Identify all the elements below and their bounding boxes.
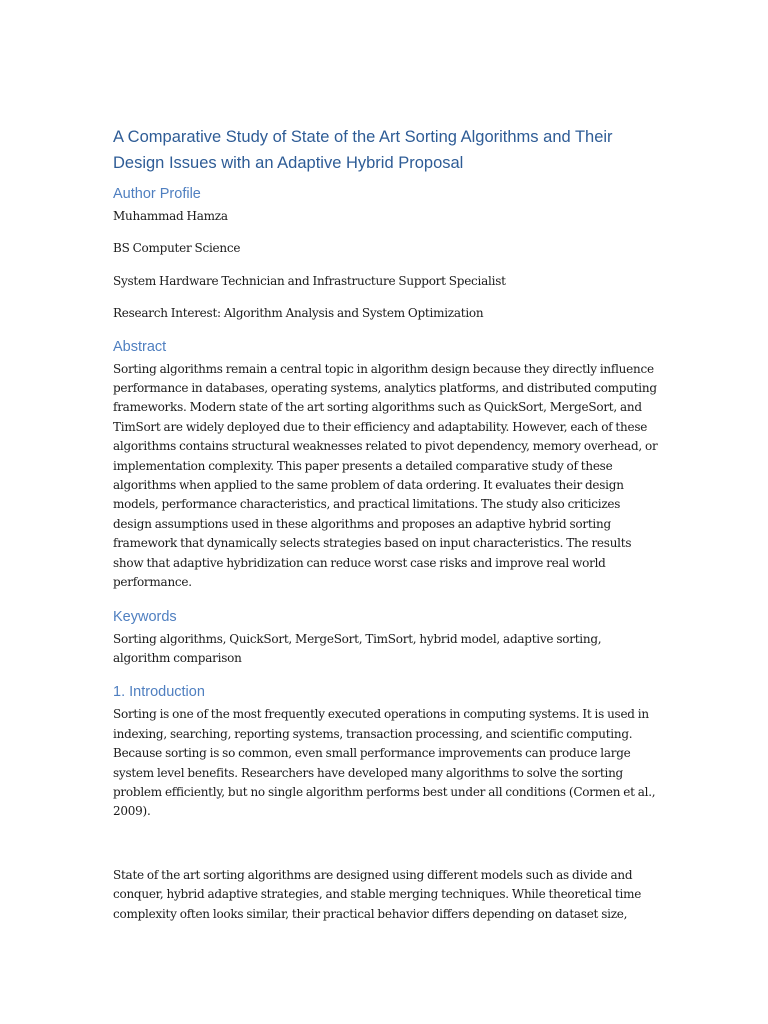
keywords-heading: Keywords	[113, 608, 177, 625]
author-profile-heading: Author Profile	[113, 186, 201, 202]
document-title: A Comparative Study of State of the Art Sorting Algorithms and Their Design Issues with an Adaptive Hybrid Proposal	[113, 128, 613, 172]
author-degree: BS Computer Science	[113, 241, 241, 256]
author-role: System Hardware Technician and Infrastructure Support Specialist	[113, 273, 506, 288]
document-page	[113, 124, 658, 924]
abstract-heading: Abstract	[113, 338, 167, 355]
author-research-interest: Research Interest: Algorithm Analysis and System Optimization	[113, 306, 484, 321]
author-name: Muhammad Hamza	[113, 209, 228, 223]
introduction-paragraph-1: Sorting is one of the most frequently executed operations in computing systems. It is used in indexing, searching, reporting systems, transaction processing, and scientific computing. Because sorting is so common, even small performance improvements can produce large system level benefits. Researchers have developed many algorithms to solve the sorting problem efficiently, but no single algorithm performs best under all conditions (Cormen et al., 2009).	[113, 707, 656, 819]
keywords-text: Sorting algorithms, QuickSort, MergeSort, TimSort, hybrid model, adaptive sorting, algorithm comparison	[113, 631, 602, 665]
introduction-paragraph-2: State of the art sorting algorithms are designed using different models such as divide and conquer, hybrid adaptive strategies, and stable merging techniques. While theoretical time complexity often looks similar, their practical behavior differs depending on dataset size,	[113, 867, 642, 921]
introduction-heading: 1. Introduction	[113, 684, 205, 701]
abstract-text: Sorting algorithms remain a central topic in algorithm design because they directly influence performance in databases, operating systems, analytics platforms, and distributed computing frameworks. Modern state of the art sorting algorithms such as QuickSort, MergeSort, and TimSort are widely deployed due to their efficiency and adaptability. However, each of these algorithms contains structural weaknesses related to pivot dependency, memory overhead, or implementation complexity. This paper presents a detailed comparative study of these algorithms when applied to the same problem of data ordering. It evaluates their design models, performance characteristics, and practical limitations. The study also criticizes design assumptions used in these algorithms and proposes an adaptive hybrid sorting framework that dynamically selects strategies based on input characteristics. The results show that adaptive hybridization can reduce worst case risks and improve real world performance.	[113, 361, 658, 590]
